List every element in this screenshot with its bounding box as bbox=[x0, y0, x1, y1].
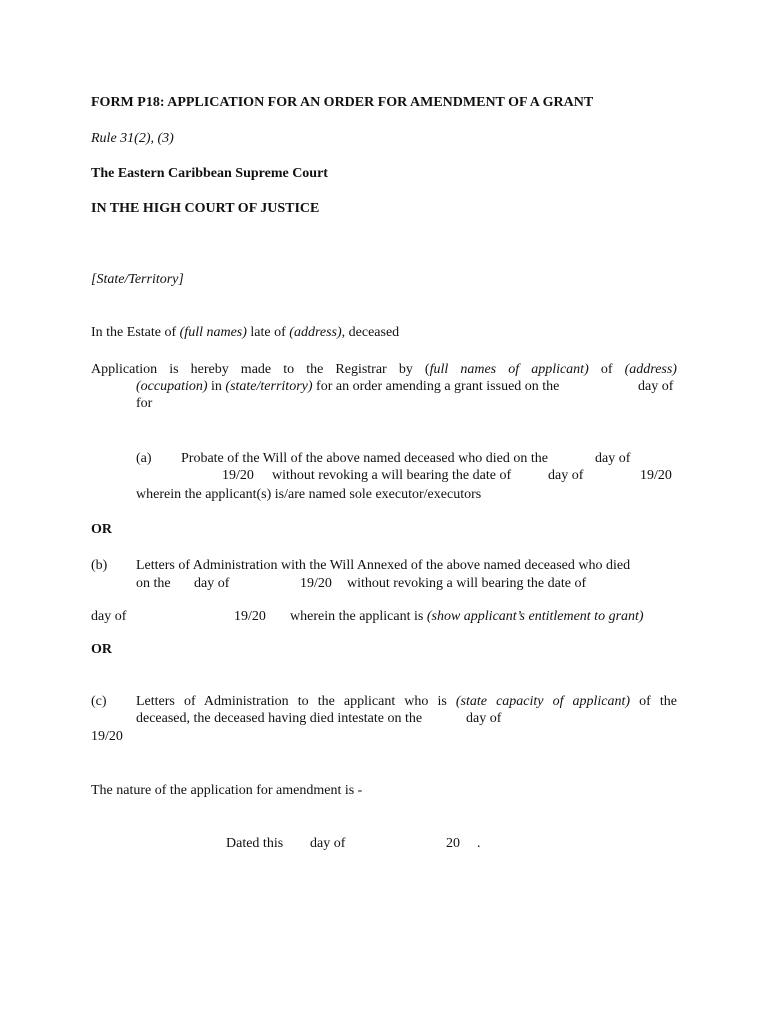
option-b-year-2: 19/20 bbox=[234, 609, 266, 624]
estate-late-of: late of bbox=[246, 325, 290, 340]
app-l1-c: of bbox=[588, 362, 625, 377]
estate-line bbox=[91, 324, 399, 342]
option-a-day-of-2: day of bbox=[548, 468, 584, 483]
estate-prefix: In the Estate of bbox=[91, 325, 180, 340]
option-b-day-of: day of bbox=[194, 576, 230, 591]
app-l1-b: full names of applicant) bbox=[429, 362, 589, 377]
option-a-year: 19/20 bbox=[222, 468, 254, 483]
option-b-line-3 bbox=[290, 608, 644, 626]
option-c-year: 19/20 bbox=[91, 729, 123, 744]
state-territory: [State/Territory] bbox=[91, 272, 184, 287]
option-c-l1-a: Letters of Administration to the applicant who is bbox=[136, 694, 456, 709]
court-name: The Eastern Caribbean Supreme Court bbox=[91, 166, 328, 181]
option-b-entitlement: (show applicant’s entitlement to grant) bbox=[426, 609, 644, 624]
option-c-line-1 bbox=[136, 693, 677, 711]
app-l2-d: for an order amending a grant issued on the bbox=[312, 379, 560, 394]
application-line-2 bbox=[136, 378, 559, 396]
option-a-year-2: 19/20 bbox=[640, 468, 672, 483]
dated-year: 20 bbox=[446, 836, 460, 851]
option-a-day-of: day of bbox=[595, 451, 631, 466]
option-a-line-2: without revoking a will bearing the date of bbox=[272, 468, 512, 483]
option-c-day-of: day of bbox=[466, 711, 502, 726]
estate-full-names: (full names) bbox=[179, 325, 247, 340]
option-c-l1-c: of the bbox=[630, 694, 677, 709]
estate-suffix: , deceased bbox=[341, 325, 400, 340]
application-line-3: for bbox=[136, 396, 153, 411]
dated-day-of: day of bbox=[310, 836, 346, 851]
option-a-line-3: wherein the applicant(s) is/are named sole executor/executors bbox=[136, 487, 482, 502]
option-b-line-2: without revoking a will bearing the date of bbox=[347, 576, 587, 591]
app-l1-d: (address) bbox=[624, 362, 677, 377]
app-l2-c: (state/territory) bbox=[225, 379, 313, 394]
option-c-label: (c) bbox=[91, 694, 107, 709]
dated-period: . bbox=[477, 836, 481, 851]
app-l2-a: (occupation) bbox=[136, 379, 208, 394]
app-l2-b: in bbox=[207, 379, 226, 394]
option-c-line-2: deceased, the deceased having died intestate on the bbox=[136, 711, 423, 726]
option-b-year: 19/20 bbox=[300, 576, 332, 591]
option-b-wherein: wherein the applicant is bbox=[290, 609, 427, 624]
rule-reference: Rule 31(2), (3) bbox=[91, 131, 174, 146]
court-division: IN THE HIGH COURT OF JUSTICE bbox=[91, 201, 320, 216]
dated-this: Dated this bbox=[226, 836, 284, 851]
option-b-label: (b) bbox=[91, 558, 108, 573]
option-b-on-the: on the bbox=[136, 576, 171, 591]
option-c-l1-b: (state capacity of applicant) bbox=[455, 694, 631, 709]
or-separator-2: OR bbox=[91, 642, 112, 657]
option-a-label: (a) bbox=[136, 451, 152, 466]
option-b-day-of-2: day of bbox=[91, 609, 127, 624]
app-l1-a: Application is hereby made to the Registrar by ( bbox=[91, 362, 430, 377]
application-line-1 bbox=[91, 361, 677, 379]
app-l2-day-of: day of bbox=[638, 379, 674, 394]
form-title: FORM P18: APPLICATION FOR AN ORDER FOR AMENDMENT OF A GRANT bbox=[91, 95, 594, 110]
nature-of-application: The nature of the application for amendment is - bbox=[91, 783, 363, 798]
estate-address: (address) bbox=[289, 325, 342, 340]
or-separator-1: OR bbox=[91, 522, 112, 537]
option-b-line-1: Letters of Administration with the Will Annexed of the above named deceased who died bbox=[136, 558, 631, 573]
option-a-line-1: Probate of the Will of the above named deceased who died on the bbox=[181, 451, 548, 466]
